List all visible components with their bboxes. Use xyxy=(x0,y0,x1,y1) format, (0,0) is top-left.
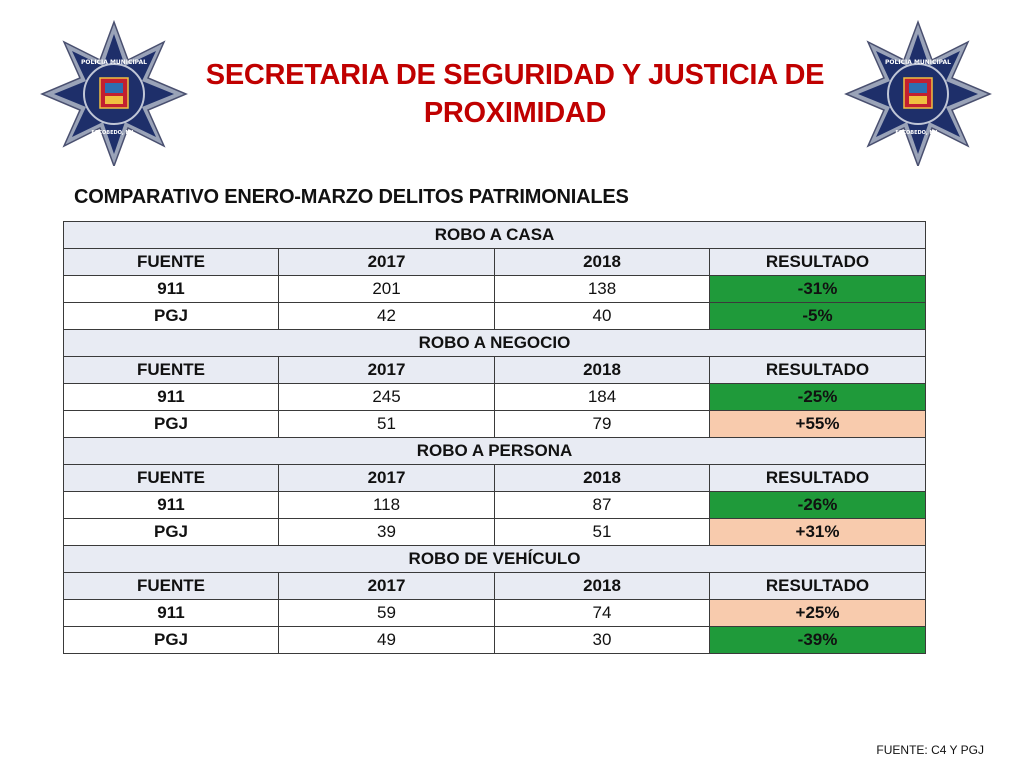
table-row xyxy=(64,303,926,330)
page-title-line1: SECRETARIA DE SEGURIDAD Y JUSTICIA DE xyxy=(205,59,825,91)
source-cell: 911 xyxy=(64,600,279,627)
source-cell: PGJ xyxy=(64,627,279,654)
section-title: ROBO DE VEHÍCULO xyxy=(64,546,926,573)
value-2018-cell: 51 xyxy=(495,519,710,546)
value-2017-cell: 201 xyxy=(279,276,495,303)
table-row xyxy=(64,600,926,627)
source-cell: 911 xyxy=(64,276,279,303)
column-header-2018: 2018 xyxy=(495,357,710,384)
table-row xyxy=(64,627,926,654)
page-title-line2: PROXIMIDAD xyxy=(423,97,607,129)
value-2017-cell: 51 xyxy=(279,411,495,438)
column-header-2018: 2018 xyxy=(495,465,710,492)
source-cell: PGJ xyxy=(64,303,279,330)
value-2018-cell: 40 xyxy=(495,303,710,330)
police-badge-right-icon xyxy=(844,18,992,166)
svg-text:POLICIA MUNICIPAL: POLICIA MUNICIPAL xyxy=(885,59,951,66)
table-row xyxy=(64,411,926,438)
report-subtitle: COMPARATIVO ENERO-MARZO DELITOS PATRIMONIALES xyxy=(74,186,629,208)
result-cell: +25% xyxy=(710,600,926,627)
result-cell: -26% xyxy=(710,492,926,519)
column-header-2018: 2018 xyxy=(495,249,710,276)
source-cell: 911 xyxy=(64,492,279,519)
table-row xyxy=(64,276,926,303)
column-header-result: RESULTADO xyxy=(710,573,926,600)
column-header-source: FUENTE xyxy=(64,465,279,492)
result-cell: -31% xyxy=(710,276,926,303)
police-badge-left-icon xyxy=(40,18,188,166)
table-row xyxy=(64,384,926,411)
crime-comparison-tables xyxy=(63,221,925,654)
column-header-result: RESULTADO xyxy=(710,249,926,276)
column-header-source: FUENTE xyxy=(64,249,279,276)
section-title: ROBO A CASA xyxy=(64,222,926,249)
column-header-2017: 2017 xyxy=(279,357,495,384)
value-2017-cell: 118 xyxy=(279,492,495,519)
column-header-source: FUENTE xyxy=(64,357,279,384)
section-table-robo-a-casa xyxy=(63,221,926,654)
source-cell: PGJ xyxy=(64,411,279,438)
column-header-result: RESULTADO xyxy=(710,465,926,492)
result-cell: +55% xyxy=(710,411,926,438)
result-cell: -5% xyxy=(710,303,926,330)
source-footnote: FUENTE: C4 Y PGJ xyxy=(876,743,984,757)
value-2018-cell: 74 xyxy=(495,600,710,627)
value-2018-cell: 87 xyxy=(495,492,710,519)
column-header-2017: 2017 xyxy=(279,465,495,492)
table-row xyxy=(64,492,926,519)
value-2017-cell: 42 xyxy=(279,303,495,330)
result-cell: -39% xyxy=(710,627,926,654)
column-header-2017: 2017 xyxy=(279,249,495,276)
source-cell: PGJ xyxy=(64,519,279,546)
table-row xyxy=(64,519,926,546)
result-cell: -25% xyxy=(710,384,926,411)
source-cell: 911 xyxy=(64,384,279,411)
svg-text:POLICIA MUNICIPAL: POLICIA MUNICIPAL xyxy=(81,59,147,66)
section-title: ROBO A PERSONA xyxy=(64,438,926,465)
column-header-2018: 2018 xyxy=(495,573,710,600)
value-2017-cell: 245 xyxy=(279,384,495,411)
value-2018-cell: 138 xyxy=(495,276,710,303)
svg-text:ESCOBEDO, N.L.: ESCOBEDO, N.L. xyxy=(91,130,137,136)
svg-text:ESCOBEDO, N.L.: ESCOBEDO, N.L. xyxy=(895,130,941,136)
value-2017-cell: 39 xyxy=(279,519,495,546)
value-2017-cell: 49 xyxy=(279,627,495,654)
value-2017-cell: 59 xyxy=(279,600,495,627)
column-header-source: FUENTE xyxy=(64,573,279,600)
section-title: ROBO A NEGOCIO xyxy=(64,330,926,357)
value-2018-cell: 184 xyxy=(495,384,710,411)
value-2018-cell: 79 xyxy=(495,411,710,438)
column-header-result: RESULTADO xyxy=(710,357,926,384)
result-cell: +31% xyxy=(710,519,926,546)
column-header-2017: 2017 xyxy=(279,573,495,600)
value-2018-cell: 30 xyxy=(495,627,710,654)
page-title xyxy=(190,56,840,132)
